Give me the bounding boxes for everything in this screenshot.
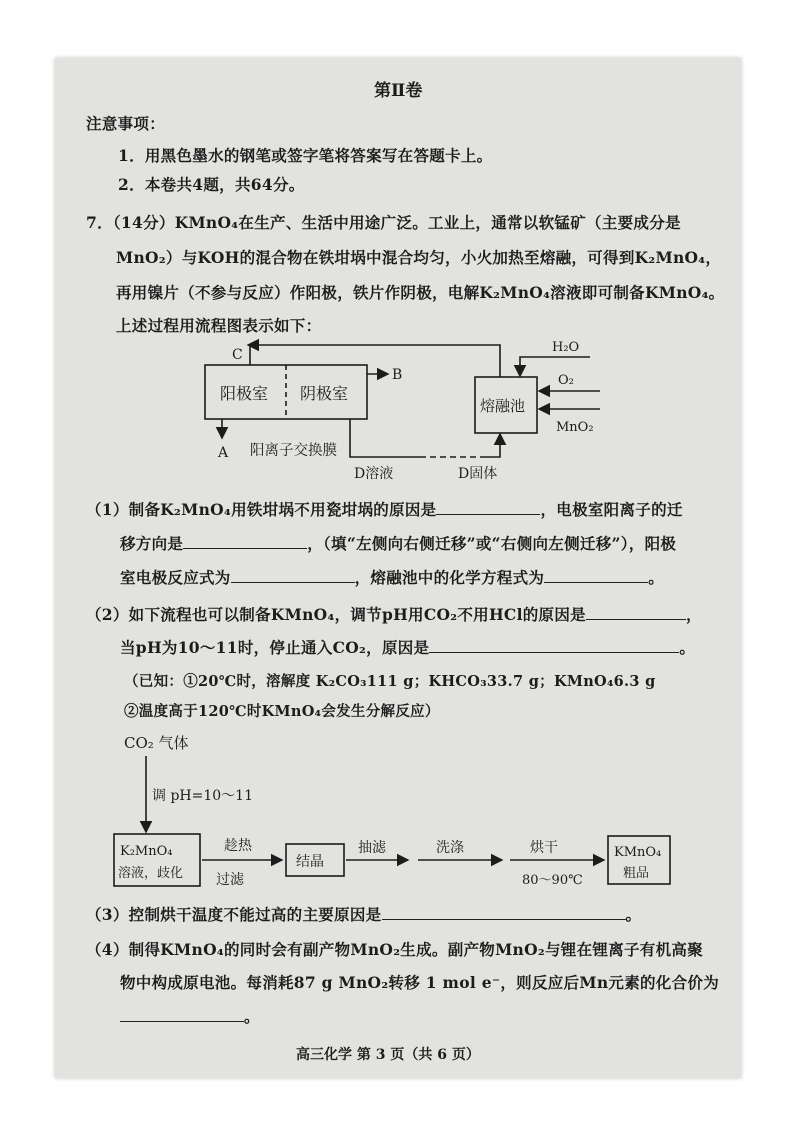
q7-intro-line-2: MnO₂）与KOH的混合物在铁坩埚中混合均匀，小火加热至熔融，可得到K₂MnO₄， [116, 248, 722, 267]
answer-blank-5[interactable] [586, 605, 686, 620]
part2-text-a: （2）如下流程也可以制备KMnO₄，调节pH用CO₂不用HCl的原因是 [86, 605, 586, 624]
part4-text-end: 。 [244, 1007, 260, 1026]
furnace-label: 熔融池 [480, 397, 526, 415]
d-solid-label: D固体 [458, 466, 498, 482]
notice-heading: 注意事项： [86, 114, 166, 133]
answer-blank-1[interactable] [436, 500, 540, 515]
cathode-label: 阴极室 [300, 384, 349, 403]
end-label-1: KMnO₄ [614, 845, 662, 860]
answer-blank-2[interactable] [183, 534, 307, 549]
answer-blank-6[interactable] [429, 638, 679, 653]
part4-line-3 [120, 1005, 260, 1027]
crystal-label: 结晶 [296, 854, 324, 870]
end-label-2: 粗品 [623, 866, 650, 881]
answer-blank-4[interactable] [544, 568, 648, 583]
part1-text-a: （1）制备K₂MnO₄用铁坩埚不用瓷坩埚的原因是 [86, 500, 437, 519]
part1-text-f: ，熔融池中的化学方程式为 [354, 568, 545, 587]
part2-line-2 [120, 636, 695, 658]
co2-gas-label: CO₂ 气体 [124, 734, 189, 752]
wash-label: 洗涤 [436, 840, 464, 856]
part1-text-g: 。 [648, 568, 665, 587]
label-a: A [218, 445, 229, 461]
part1-line-1 [86, 498, 683, 520]
part4-line-1: （4）制得KMnO₄的同时会有副产物MnO₂生成。副产物MnO₂与锂在锂离子有机高聚 [86, 940, 704, 959]
q7-intro-line-1: 7．（14分）KMnO₄在生产、生活中用途广泛。工业上，通常以软锰矿（主要成分是 [86, 213, 681, 232]
part2-text-c: 当pH为10～11时，停止通入CO₂，原因是 [120, 638, 430, 657]
answer-blank-7[interactable] [382, 905, 626, 920]
mno2-label: MnO₂ [556, 420, 594, 435]
part2-text-d: 。 [679, 638, 696, 657]
part1-line-2 [120, 532, 676, 554]
part1-text-e: 室电极反应式为 [120, 568, 231, 587]
membrane-label: 阳离子交换膜 [250, 443, 337, 459]
d-solution-label: D溶液 [354, 466, 394, 482]
filter-label: 过滤 [216, 872, 244, 888]
anode-label: 阳极室 [220, 384, 269, 403]
o2-label: O₂ [558, 373, 574, 388]
part2-known-1: （已知：①20℃时，溶解度 K₂CO₃111 g；KHCO₃33.7 g；KMnO₄6.3 g [124, 673, 656, 690]
answer-blank-8[interactable] [120, 1007, 244, 1022]
part4-line-2: 物中构成原电池。每消耗87 g MnO₂转移 1 mol e⁻，则反应后Mn元素的化合价为 [120, 973, 719, 992]
part3-text-a: （3）控制烘干温度不能过高的主要原因是 [86, 905, 382, 924]
part3-line [86, 903, 641, 925]
part2-known-2: ②温度高于120℃时KMnO₄会发生分解反应） [124, 703, 440, 720]
part1-text-b: ，电极室阳离子的迁 [540, 500, 683, 519]
page-footer: 高三化学 第 3 页（共 6 页） [296, 1047, 480, 1063]
h2o-label: H₂O [552, 340, 580, 355]
kmno4-process-diagram [110, 728, 690, 898]
q7-intro-line-3: 再用镍片（不参与反应）作阳极，铁片作阴极，电解K₂MnO₄溶液即可制备KMnO₄。 [116, 283, 725, 302]
notice-item-1: 1．用黑色墨水的钢笔或签字笔将答案写在答题卡上。 [118, 146, 493, 165]
adjust-ph-label: 调 pH=10～11 [152, 788, 253, 804]
electrolysis-flow-diagram [190, 335, 620, 485]
notice-item-2: 2．本卷共4题，共64分。 [118, 175, 305, 194]
label-c: C [232, 347, 243, 363]
part2-text-b: ， [685, 605, 702, 624]
c-return-line [250, 345, 500, 377]
suction-label: 抽滤 [358, 840, 386, 856]
q7-intro-line-4: 上述过程用流程图表示如下： [116, 316, 322, 335]
answer-blank-3[interactable] [231, 568, 355, 583]
hot-label: 趁热 [224, 838, 252, 854]
start-label-2: 溶液，歧化 [118, 866, 184, 881]
dry-label: 烘干 [530, 840, 558, 856]
part2-line-1 [86, 603, 702, 625]
part1-text-d: ，（填“左侧向右侧迁移”或“右侧向左侧迁移”），阳极 [307, 534, 677, 553]
part1-line-3 [120, 566, 664, 588]
part3-text-b: 。 [625, 905, 642, 924]
start-label-1: K₂MnO₄ [120, 844, 173, 859]
temp-label: 80～90℃ [522, 873, 583, 888]
part1-text-c: 移方向是 [120, 534, 184, 553]
label-b: B [392, 367, 403, 383]
section-title: 第Ⅱ卷 [374, 81, 423, 101]
